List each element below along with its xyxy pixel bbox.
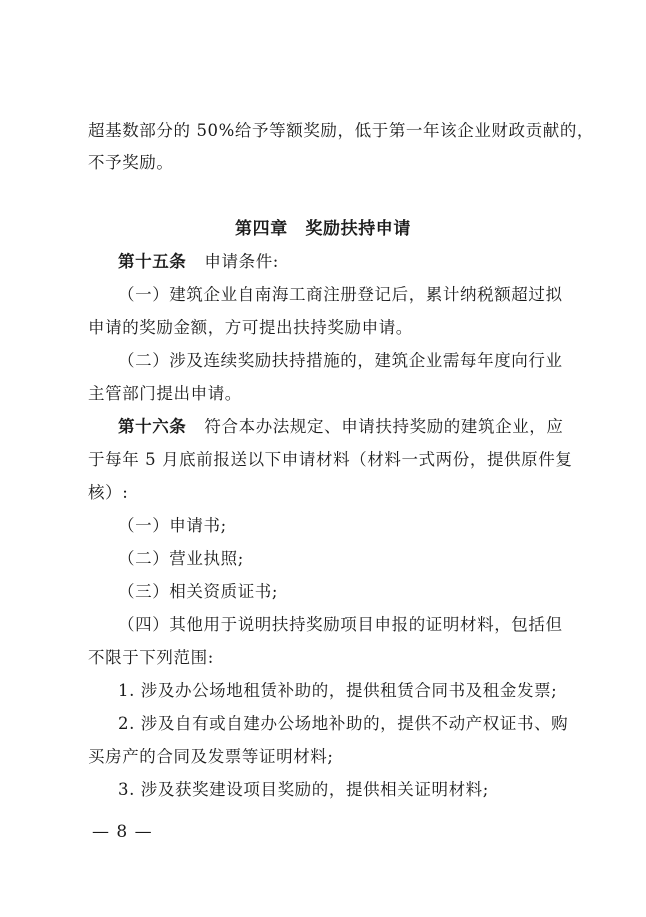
list-item: （二）营业执照; <box>118 549 244 568</box>
paragraph-line: 买房产的合同及发票等证明材料; <box>88 747 334 766</box>
paragraph-line: （二）涉及连续奖励扶持措施的，建筑企业需每年度向行业 <box>118 351 563 370</box>
list-item: （四）其他用于说明扶持奖励项目申报的证明材料，包括但 <box>118 615 563 634</box>
paragraph-line: 主管部门提出申请。 <box>88 384 242 403</box>
sub-list-item: 2. 涉及自有或自建办公场地补助的，提供不动产权证书、购 <box>118 714 569 733</box>
article-16-text: 符合本办法规定、申请扶持奖励的建筑企业，应 <box>204 417 564 436</box>
paragraph-line: （一）建筑企业自南海工商注册登记后，累计纳税额超过拟 <box>118 285 563 304</box>
chapter-title: 第四章 奖励扶持申请 <box>235 219 411 239</box>
article-15-heading <box>118 251 279 273</box>
article-15-text: 申请条件: <box>204 252 279 271</box>
paragraph-line: 于每年 5 月底前报送以下申请材料（材料一式两份，提供原件复 <box>88 450 573 469</box>
sub-list-item: 3. 涉及获奖建设项目奖励的，提供相关证明材料; <box>118 780 489 799</box>
article-15-label: 第十五条 <box>118 252 187 271</box>
paragraph-line: 申请的奖励金额，方可提出扶持奖励申请。 <box>88 318 413 337</box>
article-16-heading <box>118 416 564 438</box>
paragraph-line: 不予奖励。 <box>88 153 174 172</box>
paragraph-line: 核）: <box>88 483 129 502</box>
sub-list-item: 1. 涉及办公场地租赁补助的，提供租赁合同书及租金发票; <box>118 681 558 700</box>
paragraph-line: 不限于下列范围: <box>88 648 214 667</box>
list-item: （一）申请书; <box>118 516 227 535</box>
page-number: — 8 — <box>92 822 153 842</box>
article-16-label: 第十六条 <box>118 417 187 436</box>
list-item: （三）相关资质证书; <box>118 582 279 601</box>
paragraph-line: 超基数部分的 50%给予等额奖励，低于第一年该企业财政贡献的， <box>88 121 595 140</box>
